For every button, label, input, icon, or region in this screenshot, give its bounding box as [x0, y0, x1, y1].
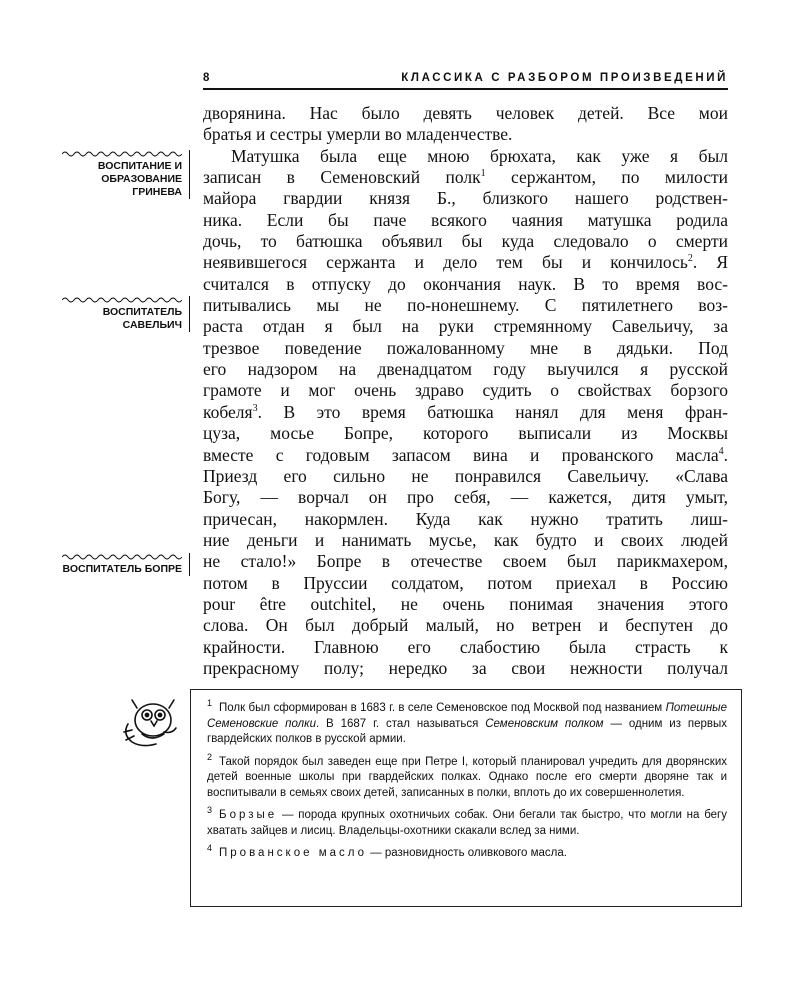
text-line: записан в Семеновский полк$^1$ сержантом, по милости [203, 167, 729, 188]
text-line: трезвое поведение пожалованному мне в дядьки. Под [203, 337, 728, 358]
footnote-ref-3: 3 [252, 402, 258, 414]
text-line: братья и сестры умерли во младенчестве. [203, 124, 513, 145]
margin-note-upbringing [62, 149, 182, 199]
footnote-number: 3 [207, 805, 213, 816]
margin-note-text: ВОСПИТАТЕЛЬ БОПРЕ [62, 563, 182, 575]
text-line: питывались мы не по-нонешнему. С пятилетнего воз- [203, 295, 728, 316]
text-line: его надзором на двенадцатом году выучился я русской [203, 359, 728, 380]
footnote-number: 2 [207, 751, 213, 762]
wavy-rule-icon [62, 149, 182, 157]
footnote-italic: Потешные Семеновские полки [207, 702, 727, 730]
footnote-number: 1 [207, 698, 213, 709]
text-line: причесан, накормлен. Куда как нужно тратить лиш- [203, 508, 728, 529]
main-text [203, 103, 728, 679]
footnote-number: 4 [207, 843, 213, 854]
text-line: раста отдан я был на руки стремянному Савельичу, за [203, 316, 728, 337]
margin-note-text: ВОСПИТАНИЕ И ОБРАЗОВАНИЕ ГРИНЕВА [97, 160, 182, 198]
page-number: 8 [203, 72, 210, 84]
text-line: прекрасному полу; нередко за свои нежности получал [203, 657, 728, 678]
page-header [203, 70, 728, 90]
text-line: вместе с годовым запасом вина и прованского масла$^4$. [203, 444, 728, 465]
text-line: Богу, — ворчал он про себя, — кажется, дитя умыт, [203, 487, 728, 508]
footnote-ref-4: 4 [718, 445, 724, 457]
margin-bracket [189, 150, 191, 199]
footnote-4: $^4$ Прованское масло — разновидность оливкового масла. [207, 843, 567, 859]
text-line: майора гвардии князя Б., близкого нашего родствен- [203, 188, 728, 209]
text-line: Приезд его сильно не понравился Савельичу. «Слава [203, 465, 728, 486]
footnote-3: $^3$ Борзые — порода крупных охотничьих собак. Они бегали так быстро, что могли на бегу хватать зайцев и лисиц. Владельцы-охотники скакали вслед за ними. [207, 805, 727, 837]
text-line: крайности. Главною его слабостию была страсть к [203, 636, 728, 657]
text-line: Матушка была еще мною брюхата, как уже я был [231, 145, 728, 166]
margin-note-beaupre [62, 552, 182, 576]
text-line: неявившегося сержанта и дело тем бы и кончилось$^2$. Я [203, 252, 728, 273]
footnote-2: $^2$ Такой порядок был заведен еще при Петре I, который планировал учредить для дворянских детей военные школы при гвардейских полках. Однако после его смерти дворяне так и воспитывали в семьях своих детей, записанных в полки, вплоть до их совершеннолетия. [207, 751, 727, 799]
text-line: не стало!» Бопре в отечестве своем был парикмахером, [203, 551, 728, 572]
text-line: потом в Пруссии солдатом, потом приехал в Россию [203, 572, 728, 593]
text-line: считался в отпуску до окончания наук. В то время вос- [203, 273, 728, 294]
footnote-ref-1: 1 [480, 168, 486, 180]
wavy-rule-icon [62, 552, 182, 560]
running-title: КЛАССИКА С РАЗБОРОМ ПРОИЗВЕДЕНИЙ [401, 72, 728, 84]
text-line: дочь, то батюшка объявил бы куда следовало о смерти [203, 231, 728, 252]
footnote-italic: Семеновским полком [485, 717, 604, 730]
footnotes-box [190, 689, 742, 907]
text-line: кобеля$^3$. В это время батюшка нанял для меня фран- [203, 401, 728, 422]
margin-bracket [189, 553, 191, 576]
footnote-1: $^1$ Полк был сформирован в 1683 г. в селе Семеновское под Москвой под названием Потешные Семеновские полки. В 1687 г. стал называться Семеновским полком — одним из первых гвардейских полков в русской армии. [207, 698, 727, 745]
footnote-ref-2: 2 [687, 253, 693, 265]
owl-scholar-icon [120, 694, 182, 750]
text-line: ника. Если бы паче всякого чаяния матушка родила [203, 209, 728, 230]
text-line: цуза, мосье Бопре, которого выписали из Москвы [203, 423, 728, 444]
footnote-term: Прованское масло [219, 847, 367, 859]
margin-note-savelich [62, 295, 182, 332]
text-line: ние деньги и нанимать мусье, как будто и своих людей [203, 529, 728, 550]
text-line: pour être outchitel, не очень понимая значения этого [203, 593, 728, 614]
text-line: дворянина. Нас было девять человек детей. Все мои [203, 103, 728, 123]
footnote-term: Борзые [219, 809, 278, 821]
margin-note-text: ВОСПИТАТЕЛЬ САВЕЛЬИЧ [102, 306, 182, 331]
wavy-rule-icon [62, 295, 182, 303]
text-line: слова. Он был добрый малый, но ветрен и беспутен до [203, 615, 728, 636]
margin-bracket [189, 296, 191, 332]
text-line: грамоте и мог очень здраво судить о свойствах борзого [203, 380, 728, 401]
